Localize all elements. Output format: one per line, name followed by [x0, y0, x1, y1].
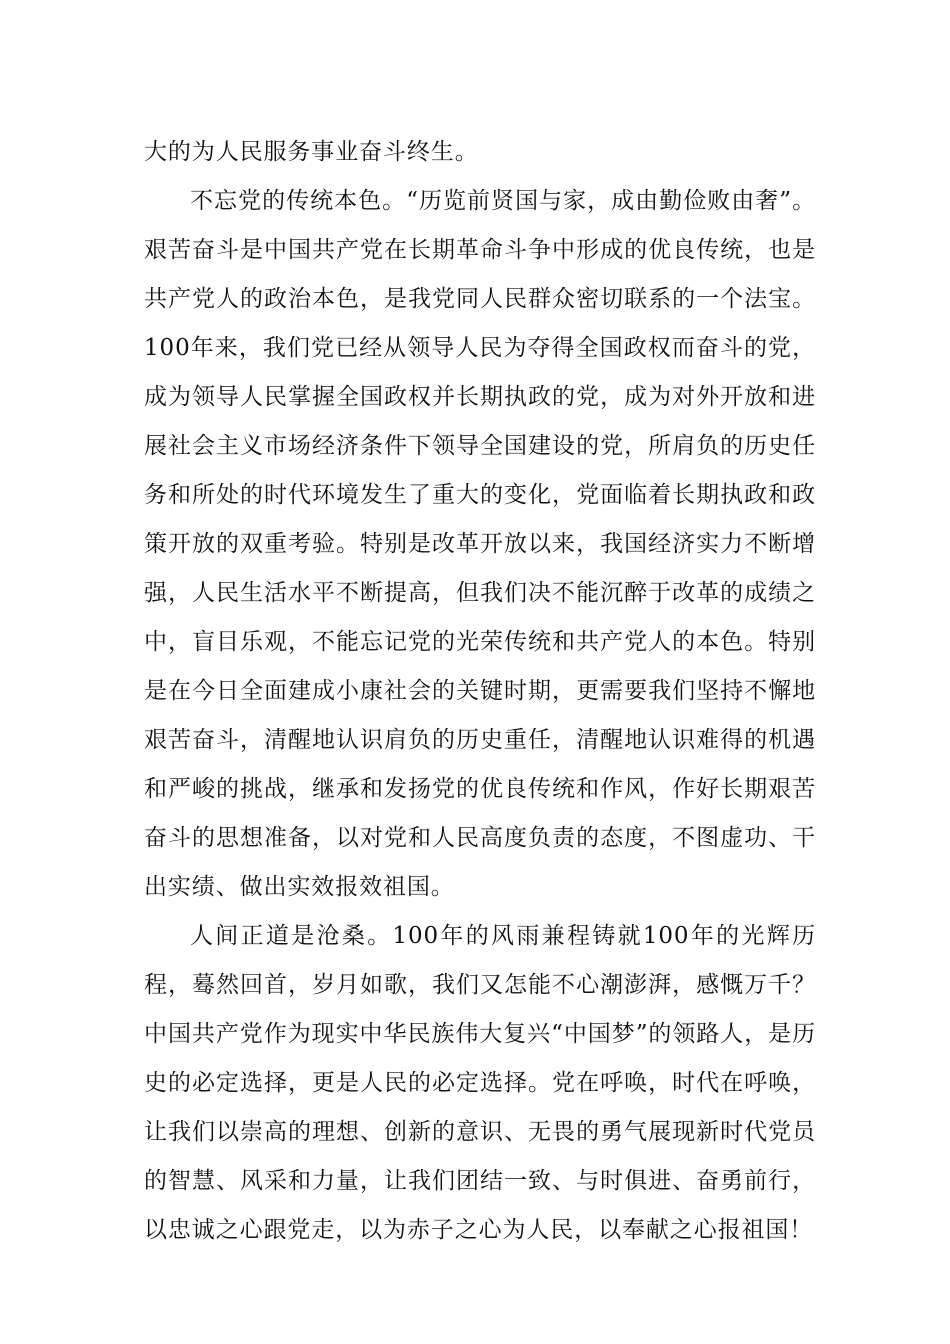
paragraph-continuation: 大的为人民服务事业奋斗终生。 [144, 139, 479, 165]
paragraph-closing: 人间正道是沧桑。100年的风雨兼程铸就100年的光辉历程，蓦然回首，岁月如歌，我们又怎能不心潮澎湃，感慨万千？中国共产党作为现实中华民族伟大复兴“中国梦”的领路人，是历史的必定选择，更是人民的必定选择。党在呼唤，时代在呼唤，让我们以崇高的理想、创新的意识、无畏的勇气展现新时代党员的智慧、风采和力量，让我们团结一致、与时俱进、奋勇前行，以忠诚之心跟党走，以为赤子之心为人民，以奉献之心报祖国！ [144, 923, 816, 1243]
paragraph-party-tradition: 不忘党的传统本色。“历览前贤国与家，成由勤俭败由奢”。艰苦奋斗是中国共产党在长期革命斗争中形成的优良传统，也是共产党人的政治本色，是我党同人民群众密切联系的一个法宝。100年来，我们党已经从领导人民为夺得全国政权而奋斗的党，成为领导人民掌握全国政权并长期执政的党，成为对外开放和进展社会主义市场经济条件下领导全国建设的党，所肩负的历史任务和所处的时代环境发生了重大的变化，党面临着长期执政和政策开放的双重考验。特别是改革开放以来，我国经济实力不断增强，人民生活水平不断提高，但我们决不能沉醉于改革的成绩之中，盲目乐观，不能忘记党的光荣传统和共产党人的本色。特别是在今日全面建成小康社会的关键时期，更需要我们坚持不懈地艰苦奋斗，清醒地认识肩负的历史重任，清醒地认识难得的机遇和严峻的挑战，继承和发扬党的优良传统和作风，作好长期艰苦奋斗的思想准备，以对党和人民高度负责的态度，不图虚功、干出实绩、做出实效报效祖国。 [144, 188, 816, 900]
document-body [144, 128, 816, 1255]
